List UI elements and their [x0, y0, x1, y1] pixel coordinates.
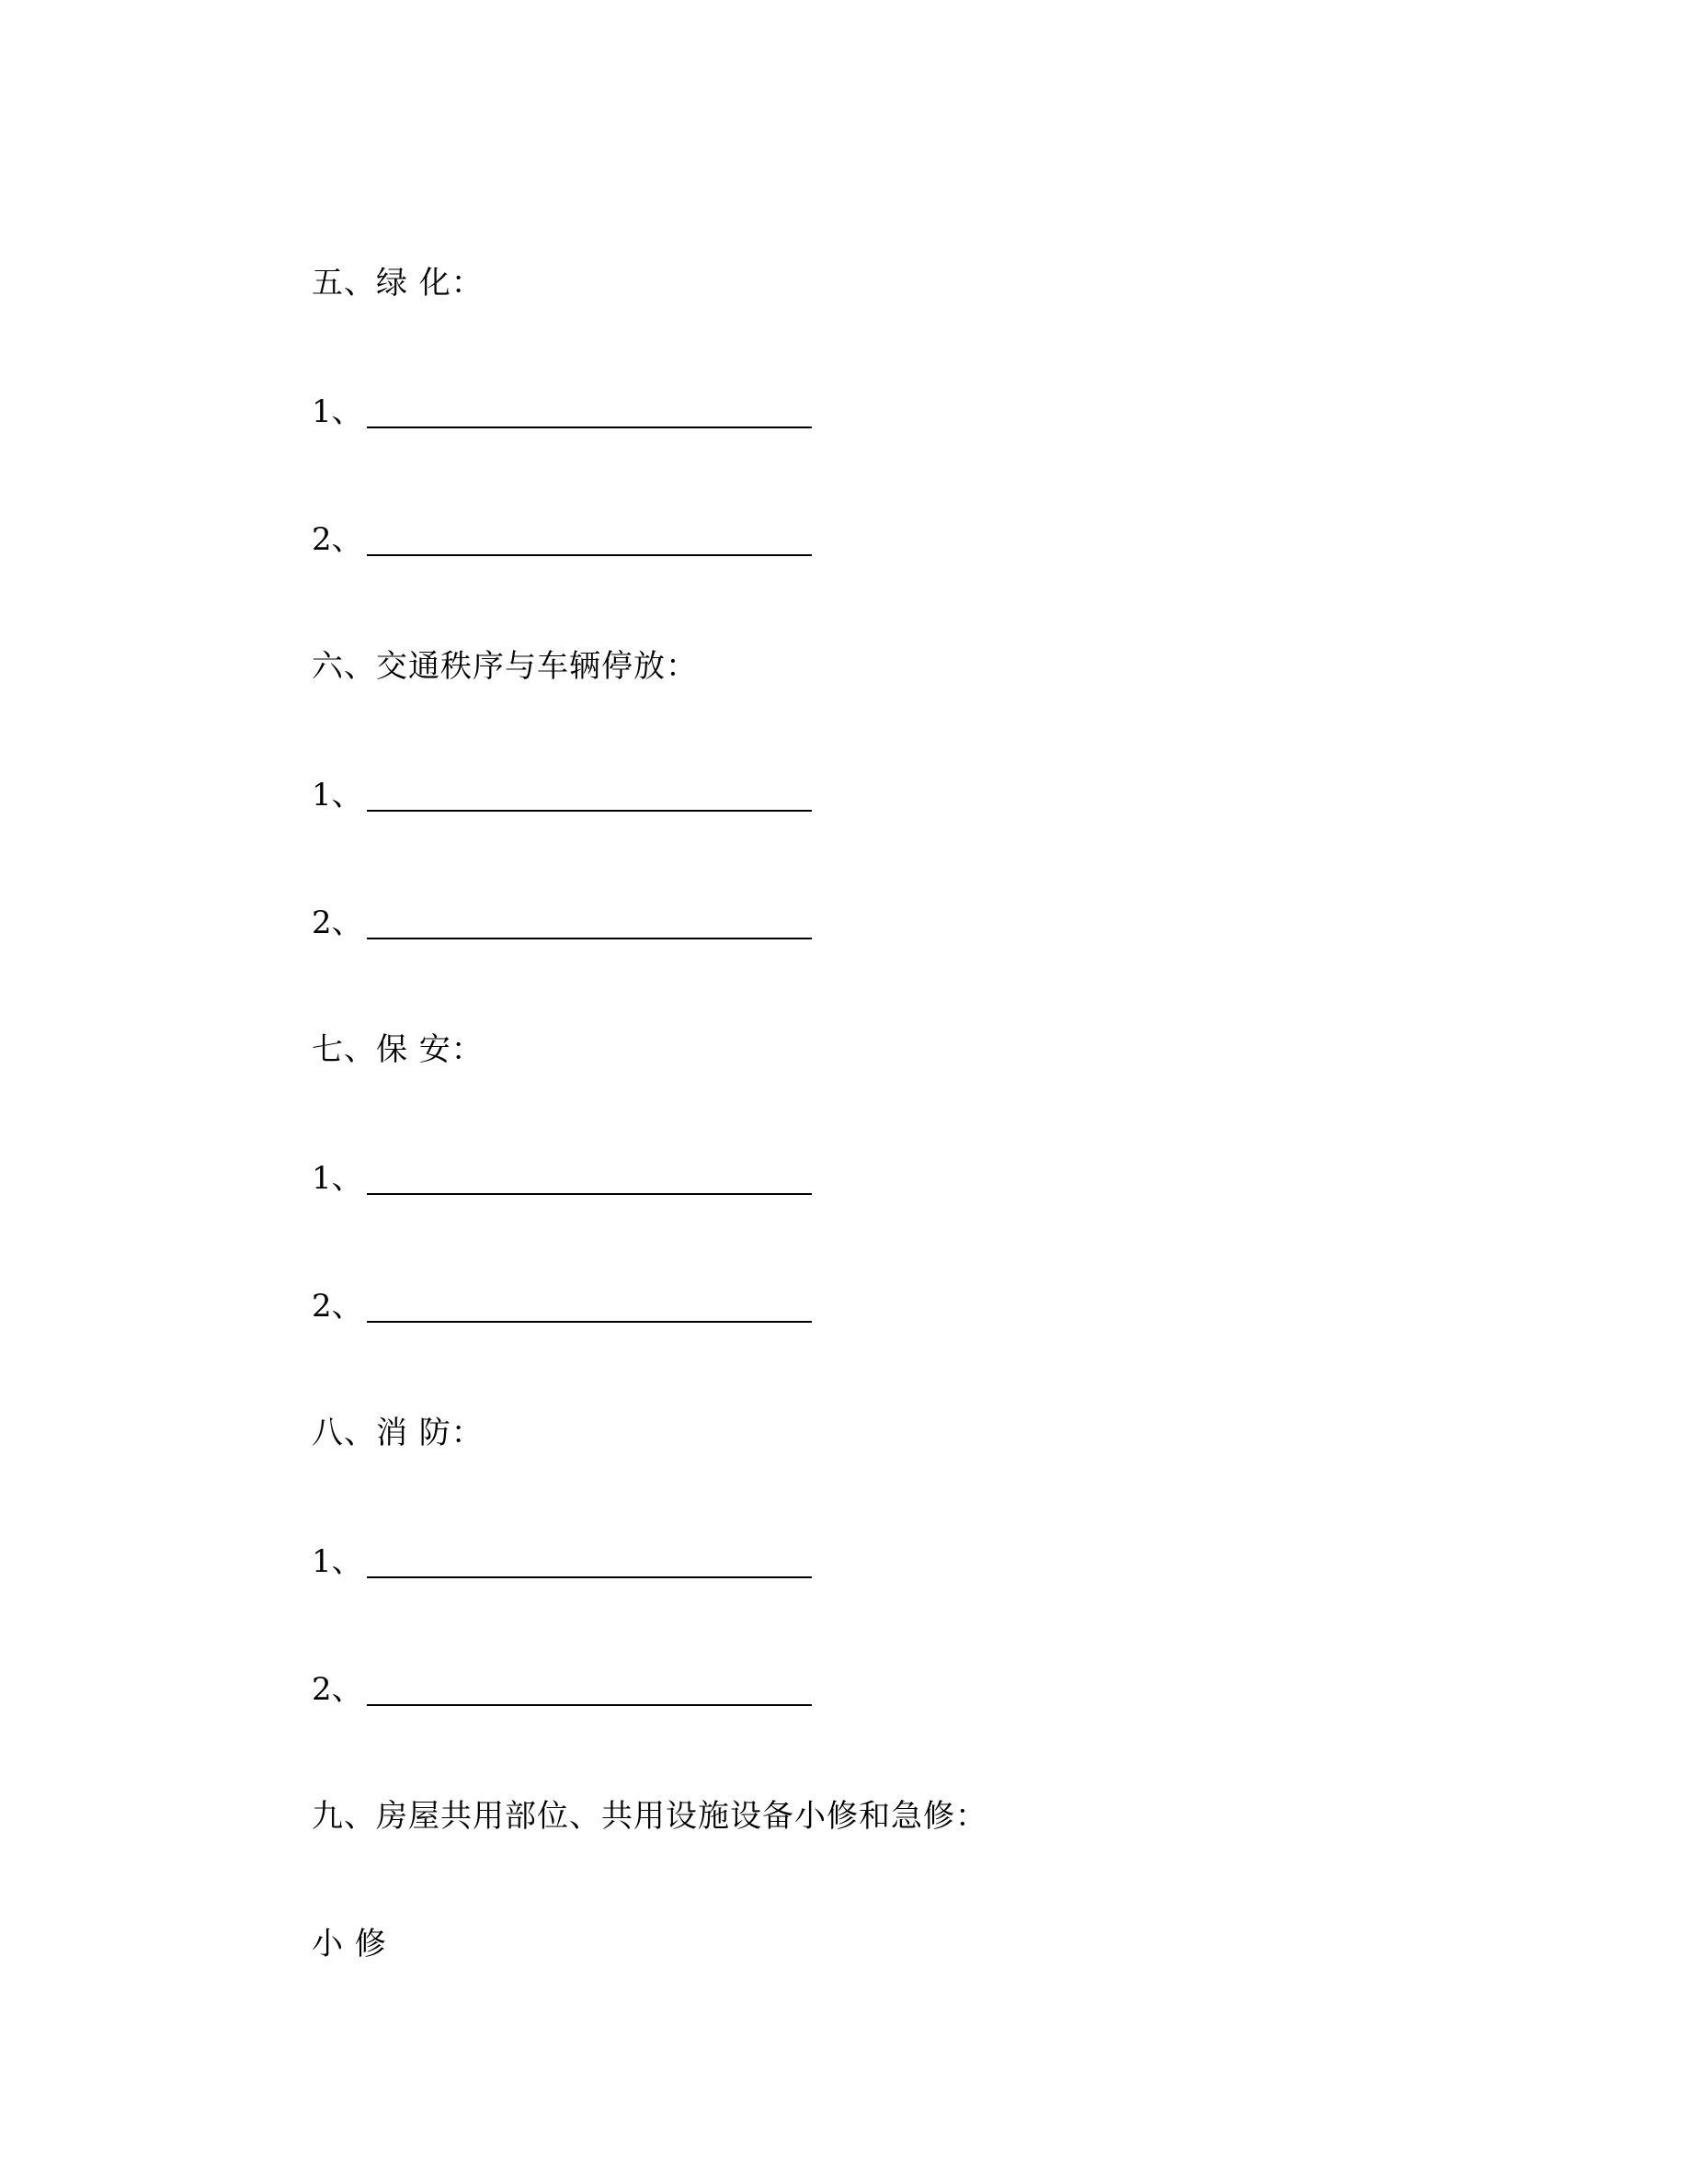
list-item: [312, 521, 812, 558]
section-heading-security: 七、保 安：: [312, 1031, 484, 1068]
item-number: 1、: [312, 393, 363, 430]
item-number: 2、: [312, 521, 363, 558]
fill-in-blank-line[interactable]: [367, 554, 812, 556]
list-item: [312, 777, 812, 813]
section-heading-repairs: 九、房屋共用部位、共用设施设备小修和急修：: [312, 1798, 987, 1835]
list-item: [312, 904, 812, 941]
list-item: [312, 1288, 812, 1325]
item-number: 1、: [312, 1543, 363, 1580]
section-heading-traffic-parking: 六、交通秩序与车辆停放：: [312, 648, 698, 685]
fill-in-blank-line[interactable]: [367, 1193, 812, 1195]
fill-in-blank-line[interactable]: [367, 1321, 812, 1323]
fill-in-blank-line[interactable]: [367, 810, 812, 812]
sub-heading-minor-repairs: 小 修: [312, 1926, 387, 1962]
fill-in-blank-line[interactable]: [367, 427, 812, 428]
item-number: 2、: [312, 1288, 363, 1325]
fill-in-blank-line[interactable]: [367, 1704, 812, 1706]
section-heading-greening: 五、绿 化：: [312, 265, 484, 301]
item-number: 1、: [312, 777, 363, 813]
fill-in-blank-line[interactable]: [367, 938, 812, 939]
section-heading-fire-protection: 八、消 防：: [312, 1415, 484, 1451]
list-item: [312, 1671, 812, 1708]
fill-in-blank-line[interactable]: [367, 1576, 812, 1578]
list-item: [312, 393, 812, 430]
item-number: 2、: [312, 904, 363, 941]
list-item: [312, 1543, 812, 1580]
item-number: 1、: [312, 1160, 363, 1197]
list-item: [312, 1160, 812, 1197]
item-number: 2、: [312, 1671, 363, 1708]
